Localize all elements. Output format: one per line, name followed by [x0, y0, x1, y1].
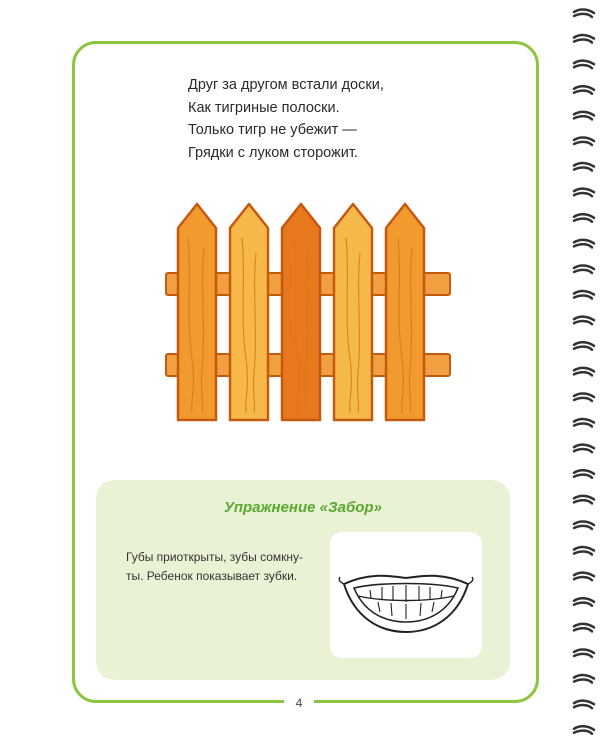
poem-line: Как тигриные полоски. — [188, 99, 340, 116]
spiral-coil — [574, 61, 594, 69]
spiral-coil — [574, 393, 594, 401]
spiral-coil — [574, 163, 594, 171]
fence-icon — [158, 198, 458, 428]
mouth-icon — [330, 532, 482, 658]
spiral-binding-icon — [560, 0, 600, 750]
spiral-coil — [574, 189, 594, 197]
spiral-coil — [574, 368, 594, 376]
spiral-coil — [574, 675, 594, 683]
spiral-coil — [574, 598, 594, 606]
spiral-coil — [574, 726, 594, 734]
mouth-card — [330, 532, 482, 658]
spiral-coil — [574, 521, 594, 529]
spiral-coil — [574, 624, 594, 632]
spiral-coil — [574, 445, 594, 453]
spiral-coil — [574, 649, 594, 657]
poem-line: Только тигр не убежит — — [188, 122, 357, 138]
poem — [188, 74, 488, 164]
spiral-coil — [574, 419, 594, 427]
spiral-coil — [574, 240, 594, 248]
spiral-coil — [574, 317, 594, 325]
spiral-coil — [574, 701, 594, 709]
poem-line: Друг за другом встали доски, — [188, 77, 384, 93]
exercise-text-line: ты. Ребенок показывает зубки. — [126, 569, 298, 583]
exercise-box — [96, 480, 510, 680]
spiral-coil — [574, 35, 594, 43]
exercise-title: Упражнение «Забор» — [224, 499, 382, 516]
spiral-coil — [574, 496, 594, 504]
spiral-coil — [574, 265, 594, 273]
exercise-text-line: Губы приоткрыты, зубы сомкну- — [126, 550, 304, 564]
spiral-coil — [574, 342, 594, 350]
spiral-coil — [574, 214, 594, 222]
page-number: 4 — [284, 696, 314, 710]
poem-line: Грядки с луком сторожит. — [188, 144, 358, 161]
spiral-coil — [574, 573, 594, 581]
spiral-coil — [574, 291, 594, 299]
spiral-coil — [574, 137, 594, 145]
spiral-coil — [574, 112, 594, 120]
spiral-coil — [574, 86, 594, 94]
exercise-description — [126, 548, 326, 586]
spiral-coil — [574, 470, 594, 478]
spiral-coil — [574, 9, 594, 17]
spiral-coil — [574, 547, 594, 555]
